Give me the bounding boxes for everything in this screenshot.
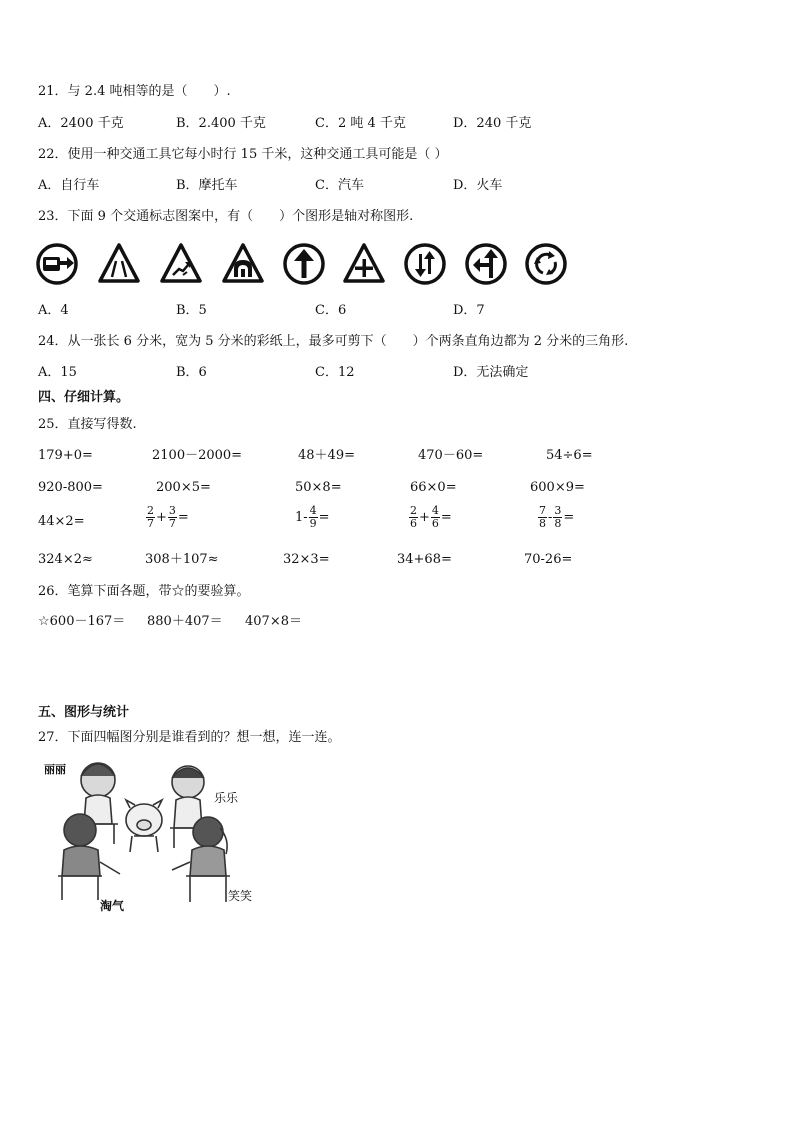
q25-r1-item: 470－60= [418, 448, 484, 463]
tunnel-triangle-sign-icon [221, 242, 265, 286]
q22-option-a: A．自行车 [38, 178, 100, 193]
q25-r2-item: 50×8= [295, 480, 342, 495]
q27-illustration [40, 752, 270, 917]
roundabout-circle-sign-icon [524, 242, 568, 286]
q26-item: 407×8＝ [245, 614, 302, 629]
q22-option-d: D．火车 [453, 178, 503, 193]
road-narrows-triangle-sign-icon [97, 242, 141, 286]
q24-option-d: D．无法确定 [453, 365, 529, 380]
q26-stem: 26．笔算下面各题，带☆的要验算。 [38, 584, 250, 599]
straight-ahead-circle-sign-icon [282, 242, 326, 286]
q25-r1-item: 54÷6= [546, 448, 593, 463]
q25-r1-item: 179+0= [38, 448, 93, 463]
q24-option-a: A．15 [38, 365, 77, 380]
q21-stem: 21．与 2.4 吨相等的是（ ）. [38, 84, 231, 99]
q25-r2-item: 66×0= [410, 480, 457, 495]
q24-option-c: C．12 [315, 365, 355, 380]
q23-option-d: D．7 [453, 303, 485, 318]
q24-stem: 24．从一张长 6 分米，宽为 5 分米的彩纸上，最多可剪下（ ）个两条直角边都为 2 分米的三角形. [38, 334, 629, 349]
q25-r4-item: 32×3= [283, 552, 330, 567]
q25-r1-item: 2100－2000= [152, 448, 243, 463]
q25-stem: 25．直接写得数. [38, 417, 137, 432]
q24-option-b: B．6 [176, 365, 207, 380]
label-lili: 丽丽 [44, 763, 66, 776]
q25-r3-fraction-diff: 7 8 - $\frac{3}{8}$ = [539, 504, 575, 530]
section-5-title: 五、图形与统计 [38, 705, 130, 720]
label-taoqi: 淘气 [100, 899, 125, 913]
q22-option-b: B．摩托车 [176, 178, 238, 193]
q23-stem: 23．下面 9 个交通标志图案中，有（ ）个图形是轴对称图形. [38, 209, 414, 224]
label-lele: 乐乐 [214, 791, 239, 805]
q25-r2-item: 200×5= [156, 480, 211, 495]
q23-option-a: A．4 [38, 303, 69, 318]
q21-option-d: D．240 千克 [453, 116, 532, 131]
q21-option-b: B．2.400 千克 [176, 116, 266, 131]
q25-r2-item: 920-800= [38, 480, 103, 495]
q26-item: 880＋407＝ [147, 614, 223, 629]
q25-r4-item: 70-26= [524, 552, 573, 567]
zigzag-arrow-triangle-sign-icon [159, 242, 203, 286]
q25-r3-item: 44×2= [38, 514, 85, 529]
q22-stem: 22．使用一种交通工具它每小时行 15 千米，这种交通工具可能是（ ） [38, 147, 448, 162]
q25-r3-fraction-sum: 2 7 + $\frac{3}{7}$ = [147, 504, 189, 530]
q22-option-c: C．汽车 [315, 178, 364, 193]
car-right-circle-sign-icon [35, 242, 79, 286]
q21-option-a: A．2400 千克 [38, 116, 124, 131]
q25-r4-item: 324×2≈ [38, 552, 93, 567]
q25-r3-fraction-sum: 2 6 + $\frac{4}{6}$ = [410, 504, 452, 530]
q23-option-b: B．5 [176, 303, 207, 318]
q23-option-c: C．6 [315, 303, 347, 318]
q26-item: ☆600－167＝ [38, 614, 126, 629]
crossroad-triangle-sign-icon [342, 242, 386, 286]
straight-or-left-circle-sign-icon [464, 242, 508, 286]
q21-option-c: C．2 吨 4 千克 [315, 116, 406, 131]
two-way-arrows-circle-sign-icon [403, 242, 447, 286]
q25-r4-item: 34+68= [397, 552, 452, 567]
q25-r1-item: 48＋49= [298, 448, 355, 463]
q25-r4-item: 308＋107≈ [145, 552, 219, 567]
section-4-title: 四、仔细计算。 [38, 390, 130, 405]
q27-stem: 27．下面四幅图分别是谁看到的？想一想，连一连。 [38, 730, 341, 745]
q25-r3-fraction-diff: 1- $\frac{4}{9}$ = [295, 504, 330, 530]
q25-r2-item: 600×9= [530, 480, 585, 495]
label-xiaoxiao: 笑笑 [228, 889, 253, 903]
